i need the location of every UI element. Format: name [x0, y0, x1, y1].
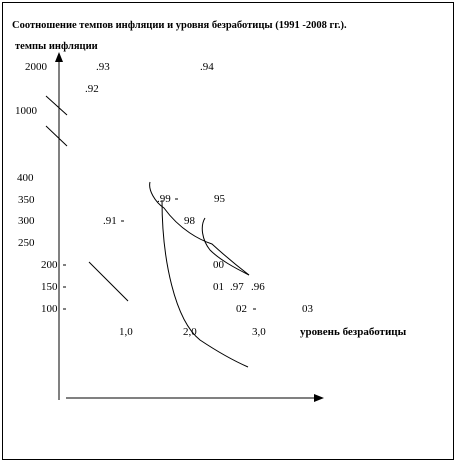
y-tick-label: 250	[18, 237, 35, 249]
y-tick-label: 400	[17, 172, 34, 184]
y-tick-label: 100	[41, 303, 58, 315]
point-label: 02	[236, 303, 247, 315]
x-axis-arrow	[314, 394, 324, 402]
point-label: 95	[214, 193, 225, 205]
y-tick-label: 150	[41, 281, 58, 293]
y-tick-label: 350	[18, 194, 35, 206]
point-label: .91	[103, 215, 117, 227]
point-label: .93	[96, 61, 110, 73]
curve-line	[89, 262, 128, 301]
point-label: 00	[213, 259, 224, 271]
curves	[89, 182, 249, 367]
y-tick-label: 2000	[25, 61, 47, 73]
axis-break-mark	[46, 126, 67, 146]
x-axis-label: уровень безработицы	[300, 326, 407, 338]
x-tick-label: 1,0	[119, 326, 133, 338]
y-tick-label: 300	[18, 215, 35, 227]
point-label: .96	[251, 281, 265, 293]
point-label: 01	[213, 281, 224, 293]
axes	[46, 52, 324, 402]
axis-break-mark	[46, 96, 67, 115]
x-tick-label: 2,0	[183, 326, 197, 338]
y-tick-labels	[15, 61, 66, 315]
y-tick-label: 200	[41, 259, 58, 271]
point-label: 98	[184, 215, 195, 227]
curve-line	[202, 218, 249, 275]
y-axis-arrow	[55, 52, 63, 62]
y-axis-label: темпы инфляции	[15, 41, 98, 52]
point-label: 03	[302, 303, 313, 315]
data-point-labels	[85, 61, 314, 315]
x-tick-label: 3,0	[252, 326, 266, 338]
point-label: .99	[157, 193, 171, 205]
point-label: .92	[85, 83, 99, 95]
y-tick-label: 1000	[15, 105, 37, 117]
point-label: .94	[200, 61, 214, 73]
point-label: .97	[230, 281, 244, 293]
chart-title: Соотношение темпов инфляции и уровня безработицы (1991 -2008 гг.).	[12, 20, 347, 31]
